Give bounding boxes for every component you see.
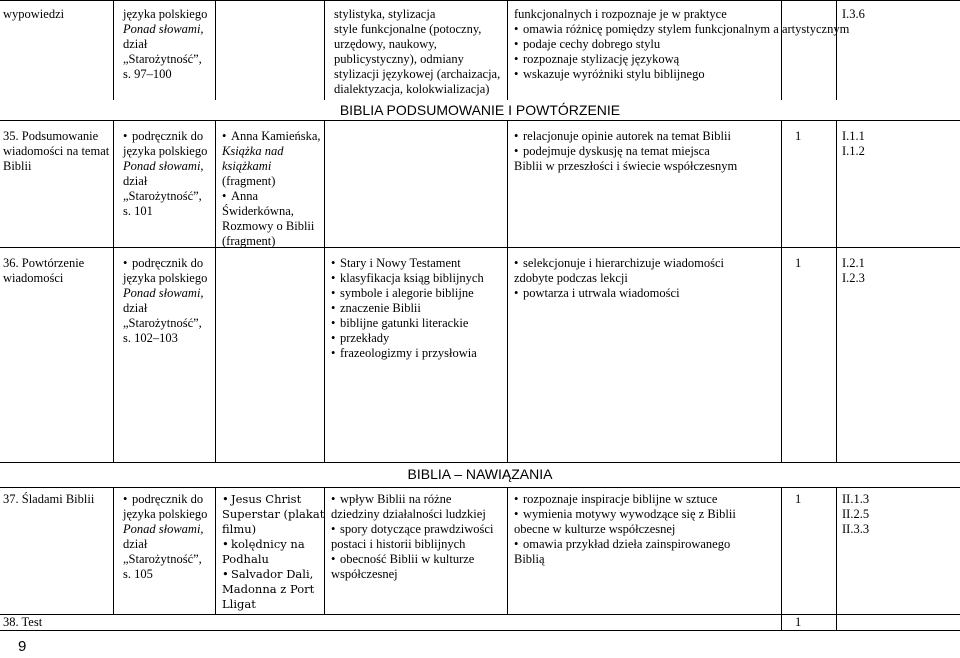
goal-item: • rozpoznaje stylizację językową [514, 52, 849, 67]
lesson-title: wypowiedzi [3, 7, 65, 21]
text-note: (fragment) [222, 174, 276, 188]
hours: 1 [795, 492, 802, 506]
requirement-code: II.3.3 [842, 522, 870, 536]
topic-item: • obecność Biblii w kulturze [331, 552, 493, 567]
table-rule [0, 247, 960, 248]
table-rule [0, 614, 960, 615]
lesson-title: 37. Śladami Biblii [3, 492, 95, 506]
text-item: • Salvador Dali, [222, 567, 324, 582]
topic-line: stylizacji językowej (archaizacja, [334, 67, 501, 81]
table-rule [215, 0, 216, 100]
goals-cell [514, 7, 849, 82]
text-line: Podhalu [222, 552, 269, 566]
textbook-line: języka polskiego [123, 271, 208, 285]
textbook-title: Ponad słowami, [123, 522, 204, 536]
goal-item: • relacjonuje opinie autorek na temat Biblii [514, 129, 737, 144]
topics-cell [331, 256, 484, 361]
topic-item: • przekłady [331, 331, 484, 346]
textbook-line: „Starożytność”, [123, 316, 202, 330]
textbook-cell [123, 256, 207, 346]
lesson-title [3, 256, 84, 286]
textbook-line: języka polskiego [123, 7, 208, 21]
textbook-line: „Starożytność”, [123, 552, 202, 566]
goals-cell [514, 129, 737, 174]
topic-line: stylistyka, stylizacja [334, 7, 436, 21]
topic-line: dziedziny działalności ludzkiej [331, 507, 486, 521]
goal-item: • podejmuje dyskusję na temat miejsca [514, 144, 737, 159]
table-rule [781, 487, 782, 614]
topic-item: • klasyfikacja ksiąg biblijnych [331, 271, 484, 286]
text-line: Madonna z Port [222, 582, 315, 596]
text-line: Superstar (plakat [222, 507, 325, 521]
goals-cell [514, 256, 724, 301]
topic-item: • Stary i Nowy Testament [331, 256, 484, 271]
topic-item: • frazeologizmy i przysłowia [331, 346, 484, 361]
table-rule [781, 614, 782, 630]
goal-line: obecne w kulturze współczesnej [514, 522, 676, 536]
goal-item: • selekcjonuje i hierarchizuje wiadomości [514, 256, 724, 271]
table-rule [113, 120, 114, 462]
text-title: książkami [222, 159, 272, 173]
topic-item: • znaczenie Biblii [331, 301, 484, 316]
textbook-line: „Starożytność”, [123, 52, 202, 66]
textbook-line: dział [123, 174, 148, 188]
table-rule [215, 120, 216, 462]
table-rule [113, 0, 114, 100]
text-item: • Anna Kamieńska, [222, 129, 321, 144]
requirement-code: I.2.1 [842, 256, 865, 270]
requirement-code: I.1.2 [842, 144, 865, 158]
text-item: • kolędnicy na [222, 537, 324, 552]
requirement-code: I.1.1 [842, 129, 865, 143]
text-line: Rozmowy o Biblii [222, 219, 315, 233]
table-rule [0, 462, 960, 463]
text-line: filmu) [222, 522, 257, 536]
table-rule [836, 614, 837, 630]
requirement-code: I.2.3 [842, 271, 865, 285]
textbook-line: dział [123, 537, 148, 551]
goal-item: • wymienia motywy wywodzące się z Biblii [514, 507, 736, 522]
lesson-title-text: Podsumowanie [21, 129, 99, 143]
text-line: Lligat [222, 597, 256, 611]
goal-item: • podaje cechy dobrego stylu [514, 37, 849, 52]
text-title: Książka nad [222, 144, 284, 158]
table-border-top [0, 0, 960, 1]
textbook-title: Ponad słowami, [123, 159, 204, 173]
requirements-cell [842, 256, 865, 286]
textbook-cell [123, 7, 207, 82]
goal-line: zdobyte podczas lekcji [514, 271, 628, 285]
table-rule [0, 120, 960, 121]
textbook-line: dział [123, 301, 148, 315]
topic-line: postaci i historii biblijnych [331, 537, 466, 551]
topics-cell [331, 492, 493, 582]
topic-item: • wpływ Biblii na różne [331, 492, 493, 507]
textbook-cell [123, 492, 207, 582]
topic-line: dialektyzacja, kolokwializacja) [334, 82, 490, 96]
table-rule [0, 630, 960, 631]
page-number: 9 [18, 638, 27, 655]
goal-item: • powtarza i utrwala wiadomości [514, 286, 724, 301]
lesson-title: 38. Test [3, 615, 43, 629]
section-header: BIBLIA – NAWIĄZANIA [407, 466, 553, 482]
table-rule [781, 120, 782, 462]
textbook-item: • podręcznik do [123, 492, 207, 507]
textbook-pages: s. 101 [123, 204, 153, 218]
topic-line: style funkcjonalne (potoczny, [334, 22, 482, 36]
requirements-cell [842, 492, 869, 537]
requirement-code: II.2.5 [842, 507, 870, 521]
topic-line: publicystyczny), odmiany [334, 52, 464, 66]
text-note: (fragment) [222, 234, 276, 248]
topics-cell [334, 7, 500, 97]
topic-line: urzędowy, naukowy, [334, 37, 437, 51]
textbook-cell [123, 129, 207, 219]
table-rule [836, 120, 837, 462]
section-header: BIBLIA PODSUMOWANIE I POWTÓRZENIE [339, 102, 621, 118]
textbook-pages: s. 102–103 [123, 331, 178, 345]
textbook-line: języka polskiego [123, 144, 208, 158]
textbook-item: • podręcznik do [123, 256, 207, 271]
lesson-title [3, 129, 109, 174]
textbook-pages: s. 97–100 [123, 67, 172, 81]
hours: 1 [795, 615, 802, 629]
table-rule [507, 0, 508, 100]
goal-item: • omawia przykład dzieła zainspirowanego [514, 537, 736, 552]
texts-cell [222, 492, 324, 612]
table-rule [324, 120, 325, 462]
hours: 1 [795, 129, 802, 143]
lesson-title-text: Biblii [3, 159, 32, 173]
texts-cell [222, 129, 321, 249]
topic-line: współczesnej [331, 567, 398, 581]
goals-cell [514, 492, 736, 567]
goal-item: • rozpoznaje inspiracje biblijne w sztuce [514, 492, 736, 507]
requirement-code: II.1.3 [842, 492, 870, 506]
lesson-number: 35. [3, 129, 19, 143]
goal-line: Biblii w przeszłości i świecie współczesnym [514, 159, 738, 173]
table-rule [507, 120, 508, 462]
table-rule [0, 487, 960, 488]
table-rule [507, 487, 508, 614]
text-item: • Jesus Christ [222, 492, 324, 507]
goal-item: • wskazuje wyróżniki stylu biblijnego [514, 67, 849, 82]
textbook-line: „Starożytność”, [123, 189, 202, 203]
goal-item: • omawia różnicę pomiędzy stylem funkcjonalnym a artystycznym [514, 22, 849, 37]
goal-line: Biblią [514, 552, 545, 566]
table-rule [215, 487, 216, 614]
topic-item: • biblijne gatunki literackie [331, 316, 484, 331]
table-rule [113, 487, 114, 614]
lesson-title-text: wiadomości na temat [3, 144, 110, 158]
requirement-code: I.3.6 [842, 7, 865, 21]
table-rule [324, 0, 325, 100]
textbook-pages: s. 105 [123, 567, 153, 581]
textbook-title: Ponad słowami, [123, 22, 204, 36]
hours: 1 [795, 256, 802, 270]
text-item: • Anna [222, 189, 321, 204]
text-line: Świderkówna, [222, 204, 294, 218]
topic-item: • symbole i alegorie biblijne [331, 286, 484, 301]
textbook-line: dział [123, 37, 148, 51]
textbook-title: Ponad słowami, [123, 286, 204, 300]
goal-line: funkcjonalnych i rozpoznaje je w praktyce [514, 7, 727, 21]
lesson-title-text: wiadomości [3, 271, 64, 285]
textbook-line: języka polskiego [123, 507, 208, 521]
requirements-cell [842, 129, 865, 159]
topic-item: • spory dotyczące prawdziwości [331, 522, 493, 537]
table-rule [836, 487, 837, 614]
textbook-item: • podręcznik do [123, 129, 207, 144]
lesson-title-text: 36. Powtórzenie [3, 256, 85, 270]
